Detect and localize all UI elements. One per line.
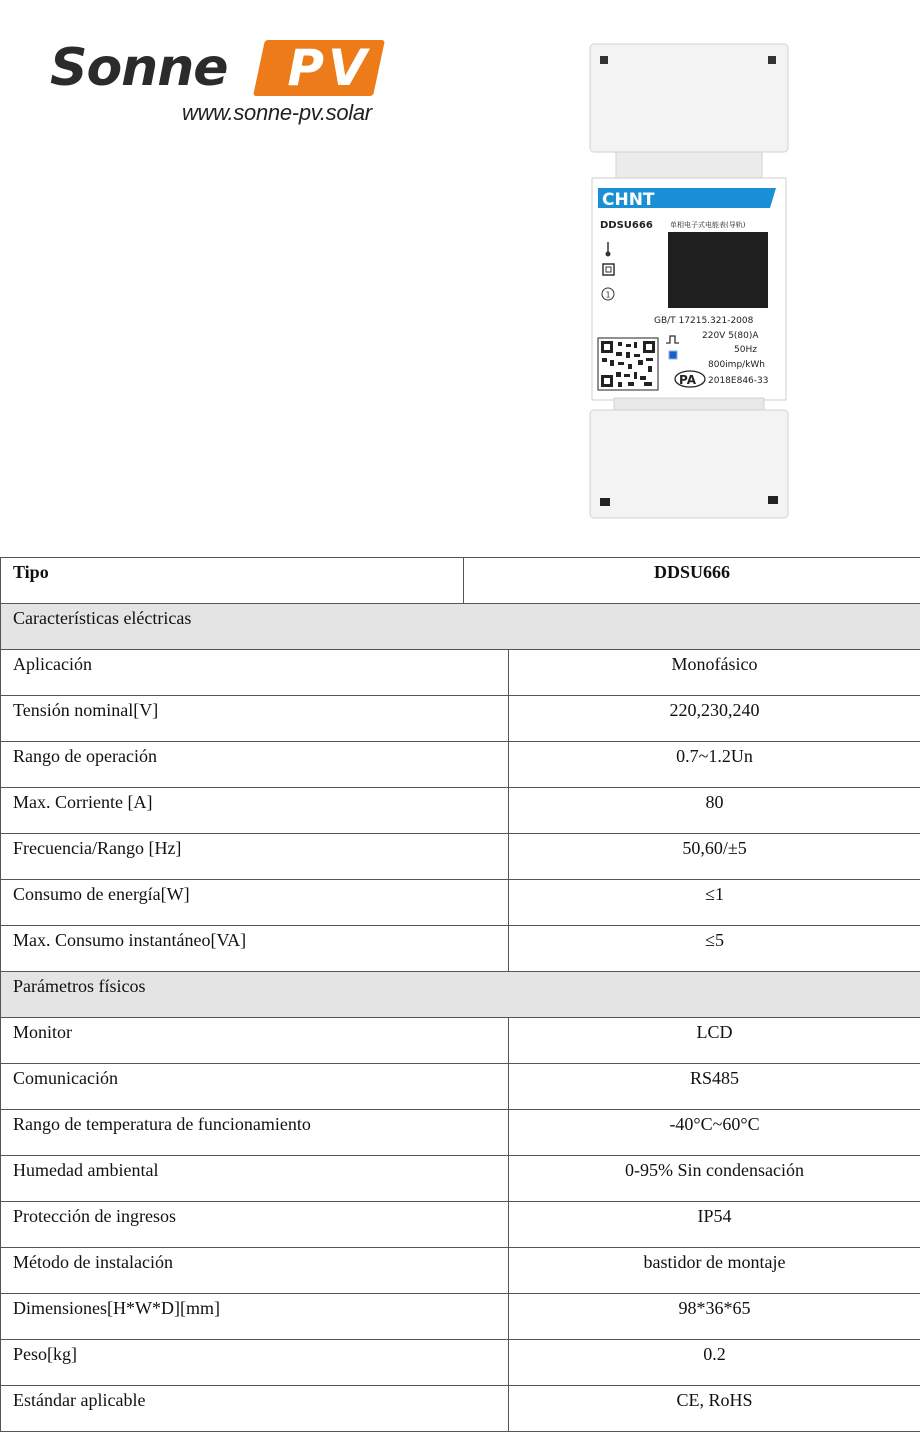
table-row (1, 696, 920, 742)
header-value: DDSU666 (464, 558, 920, 604)
svg-text:1: 1 (606, 291, 611, 300)
row-value: ≤1 (509, 880, 920, 926)
row-label: Rango de operación (1, 742, 509, 788)
lcd-display (668, 232, 768, 308)
table-row (1, 742, 920, 788)
row-value: -40°C~60°C (509, 1110, 920, 1156)
sonne-pv-logo (50, 38, 390, 130)
row-label: Rango de temperatura de funcionamiento (1, 1110, 509, 1156)
table-header-row (1, 558, 920, 604)
row-value: 80 (509, 788, 920, 834)
row-label: Monitor (1, 1018, 509, 1064)
row-label: Tensión nominal[V] (1, 696, 509, 742)
table-row (1, 834, 920, 880)
table-row (1, 1294, 920, 1340)
logo-pv-text: PV (274, 40, 384, 96)
row-value: LCD (509, 1018, 920, 1064)
row-value: 0-95% Sin condensación (509, 1156, 920, 1202)
logo-url: www.sonne-pv.solar (182, 100, 372, 126)
row-value: 98*36*65 (509, 1294, 920, 1340)
standard-label: GB/T 17215.321-2008 (654, 316, 754, 326)
table-row (1, 1340, 920, 1386)
product-image-meter (588, 42, 790, 520)
header-label: Tipo (1, 558, 464, 604)
spec-table (0, 557, 920, 1432)
row-value: bastidor de montaje (509, 1248, 920, 1294)
row-label: Frecuencia/Rango [Hz] (1, 834, 509, 880)
table-row (1, 1156, 920, 1202)
row-label: Comunicación (1, 1064, 509, 1110)
row-label: Estándar aplicable (1, 1386, 509, 1432)
section-title: Parámetros físicos (1, 972, 920, 1018)
table-row (1, 788, 920, 834)
row-label: Dimensiones[H*W*D][mm] (1, 1294, 509, 1340)
impulse-label: 800imp/kWh (708, 360, 765, 370)
rating-label: 220V 5(80)A (702, 331, 759, 341)
row-value: 0.7~1.2Un (509, 742, 920, 788)
qr-code-icon (598, 338, 658, 390)
table-row (1, 650, 920, 696)
pa-mark-text: PA (679, 373, 697, 387)
row-value: 0.2 (509, 1340, 920, 1386)
row-label: Peso[kg] (1, 1340, 509, 1386)
approval-label: 2018E846-33 (708, 376, 768, 386)
row-label: Método de instalación (1, 1248, 509, 1294)
row-value: 50,60/±5 (509, 834, 920, 880)
row-value: IP54 (509, 1202, 920, 1248)
row-value: 220,230,240 (509, 696, 920, 742)
section-row (1, 972, 920, 1018)
table-row (1, 1202, 920, 1248)
row-label: Max. Consumo instantáneo[VA] (1, 926, 509, 972)
section-row (1, 604, 920, 650)
row-label: Max. Corriente [A] (1, 788, 509, 834)
model-subtitle: 单相电子式电能表(导轨) (670, 220, 746, 229)
row-label: Protección de ingresos (1, 1202, 509, 1248)
row-value: RS485 (509, 1064, 920, 1110)
row-label: Consumo de energía[W] (1, 880, 509, 926)
table-row (1, 1064, 920, 1110)
table-row (1, 1386, 920, 1432)
row-label: Humedad ambiental (1, 1156, 509, 1202)
logo-brand-text: Sonne (50, 42, 227, 94)
table-row (1, 926, 920, 972)
model-label: DDSU666 (600, 220, 653, 231)
frequency-label: 50Hz (734, 345, 757, 355)
table-row (1, 1248, 920, 1294)
brand-label: CHNT (602, 190, 655, 210)
row-value: CE, RoHS (509, 1386, 920, 1432)
section-title: Características eléctricas (1, 604, 920, 650)
table-row (1, 880, 920, 926)
table-row (1, 1018, 920, 1064)
row-value: ≤5 (509, 926, 920, 972)
row-value: Monofásico (509, 650, 920, 696)
row-label: Aplicación (1, 650, 509, 696)
pulse-led (669, 351, 677, 359)
table-row (1, 1110, 920, 1156)
